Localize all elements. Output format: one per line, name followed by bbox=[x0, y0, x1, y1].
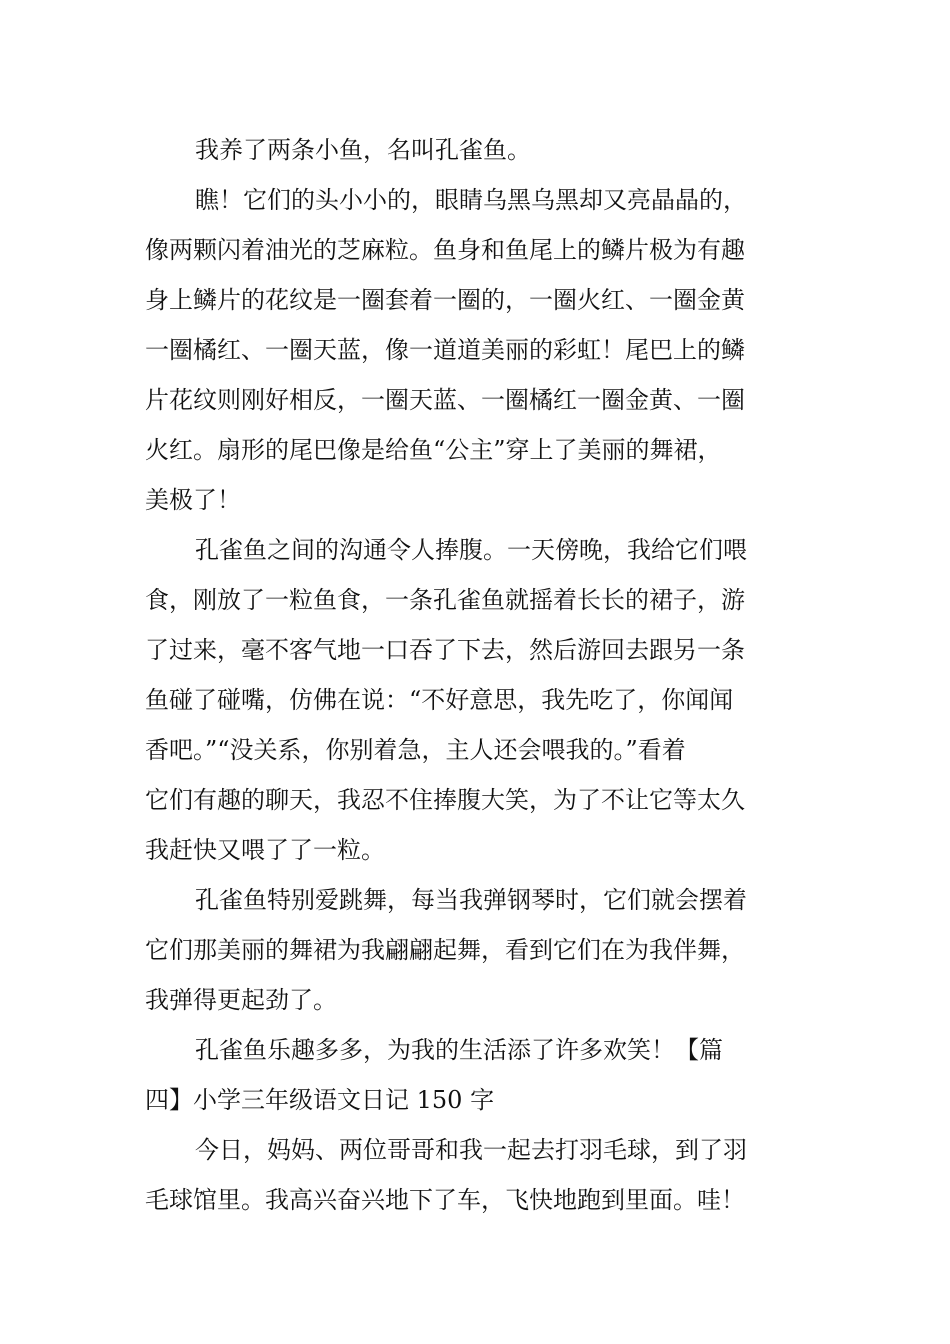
text-line: 它们有趣的聊天，我忍不住捧腹大笑，为了不让它等太久 bbox=[145, 786, 745, 814]
text-line: 孔雀鱼乐趣多多，为我的生活添了许多欢笑！【篇 bbox=[195, 1036, 723, 1064]
text-line: 火红。扇形的尾巴像是给鱼“公主”穿上了美丽的舞裙， bbox=[145, 436, 722, 464]
text-line: 今日，妈妈、两位哥哥和我一起去打羽毛球，到了羽 bbox=[195, 1136, 747, 1164]
text-line: 四】小学三年级语文日记 150 字 bbox=[145, 1086, 495, 1114]
text-line: 美极了！ bbox=[145, 486, 241, 514]
text-line: 它们那美丽的舞裙为我翩翩起舞，看到它们在为我伴舞， bbox=[145, 936, 745, 964]
text-line: 我弹得更起劲了。 bbox=[145, 986, 337, 1014]
text-line: 鱼碰了碰嘴，仿佛在说：“不好意思，我先吃了，你闻闻 bbox=[145, 686, 734, 714]
text-line: 一圈橘红、一圈天蓝，像一道道美丽的彩虹！尾巴上的鳞 bbox=[145, 336, 745, 364]
text-line: 食，刚放了一粒鱼食，一条孔雀鱼就摇着长长的裙子，游 bbox=[145, 586, 745, 614]
text-line: 了过来，毫不客气地一口吞了下去，然后游回去跟另一条 bbox=[145, 636, 745, 664]
text-line: 毛球馆里。我高兴奋兴地下了车，飞快地跑到里面。哇！ bbox=[145, 1186, 745, 1214]
text-line: 瞧！它们的头小小的，眼睛乌黑乌黑却又亮晶晶的， bbox=[195, 186, 747, 214]
text-line: 我养了两条小鱼，名叫孔雀鱼。 bbox=[195, 136, 531, 164]
text-line: 孔雀鱼之间的沟通令人捧腹。一天傍晚，我给它们喂 bbox=[195, 536, 747, 564]
text-line: 我赶快又喂了了一粒。 bbox=[145, 836, 385, 864]
text-line: 香吧。”“没关系，你别着急，主人还会喂我的。”看着 bbox=[145, 736, 686, 764]
text-line: 像两颗闪着油光的芝麻粒。鱼身和鱼尾上的鳞片极为有趣 bbox=[145, 236, 745, 264]
text-line: 片花纹则刚好相反，一圈天蓝、一圈橘红一圈金黄、一圈 bbox=[145, 386, 745, 414]
text-line: 孔雀鱼特别爱跳舞，每当我弹钢琴时，它们就会摆着 bbox=[195, 886, 747, 914]
text-line: 身上鳞片的花纹是一圈套着一圈的，一圈火红、一圈金黄 bbox=[145, 286, 745, 314]
